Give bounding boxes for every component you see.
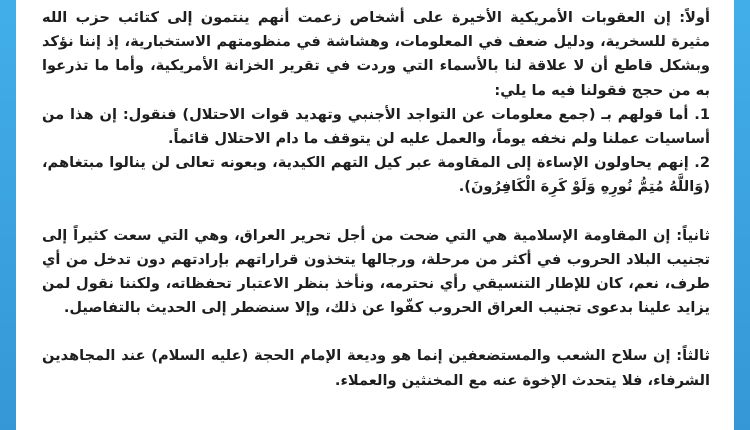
- paragraph-spacer: [42, 320, 710, 344]
- statement-page: [16, 0, 734, 430]
- left-border: [0, 0, 16, 430]
- paragraph-first-item-2: 2. إنهم يحاولون الإساءة إلى المقاومة عبر كيل التهم الكيدية، وبعونه تعالى لن ينالوا مبتغاهم، (وَاللَّهُ مُتِمُّ نُورِهِ وَلَوْ كَرِهَ الْكَافِرُونَ).: [42, 154, 710, 196]
- statement-body: [16, 0, 734, 393]
- paragraph-third: ثالثاً: إن سلاح الشعب والمستضعفين إنما هو وديعة الإمام الحجة (عليه السلام) عند المجاهدين الشرفاء، فلا يتحدث الإخوة عنه مع المخنثين والعملاء.: [42, 347, 710, 389]
- paragraph-first: أولاً: إن العقوبات الأمريكية الأخيرة على أشخاص زعمت أنهم ينتمون إلى كتائب حزب الله مثيرة للسخرية، ودليل ضعف في المعلومات، وهشاشة في منظومتهم الاستخبارية، إذ إننا نؤكد وبشكل قاطع أن لا علاقة لنا بالأسماء التي وردت في تقرير الخزانة الأمريكية، وأما ما تذرعوا به من حجج فقولنا فيه ما يلي:: [42, 9, 710, 99]
- paragraph-second: ثانياً: إن المقاومة الإسلامية هي التي ضحت من أجل تحرير العراق، وهي التي سعت كثيراً إلى تجنيب البلاد الحروب في أكثر من مرحلة، ورجالها يتخذون قراراتهم بإرادتهم دون تدخل من أي طرف، نعم، كان للإطار التنسيقي رأي نحترمه، ونأخذ بنظر الاعتبار تحفظاته، ولكننا نقول لمن يزايد علينا بدعوى تجنيب العراق الحروب كفّوا عن ذلك، وإلا سنضطر إلى الحديث بالتفاصيل.: [42, 226, 710, 317]
- right-border: [734, 0, 750, 430]
- paragraph-spacer: [42, 200, 710, 224]
- paragraph-first-item-1: 1. أما قولهم بـ (جمع معلومات عن التواجد الأجنبي وتهديد قوات الاحتلال) فنقول: إن هذا من أساسيات عملنا ولم نخفه يوماً، والعمل عليه لن يتوقف ما دام الاحتلال قائماً.: [42, 105, 710, 148]
